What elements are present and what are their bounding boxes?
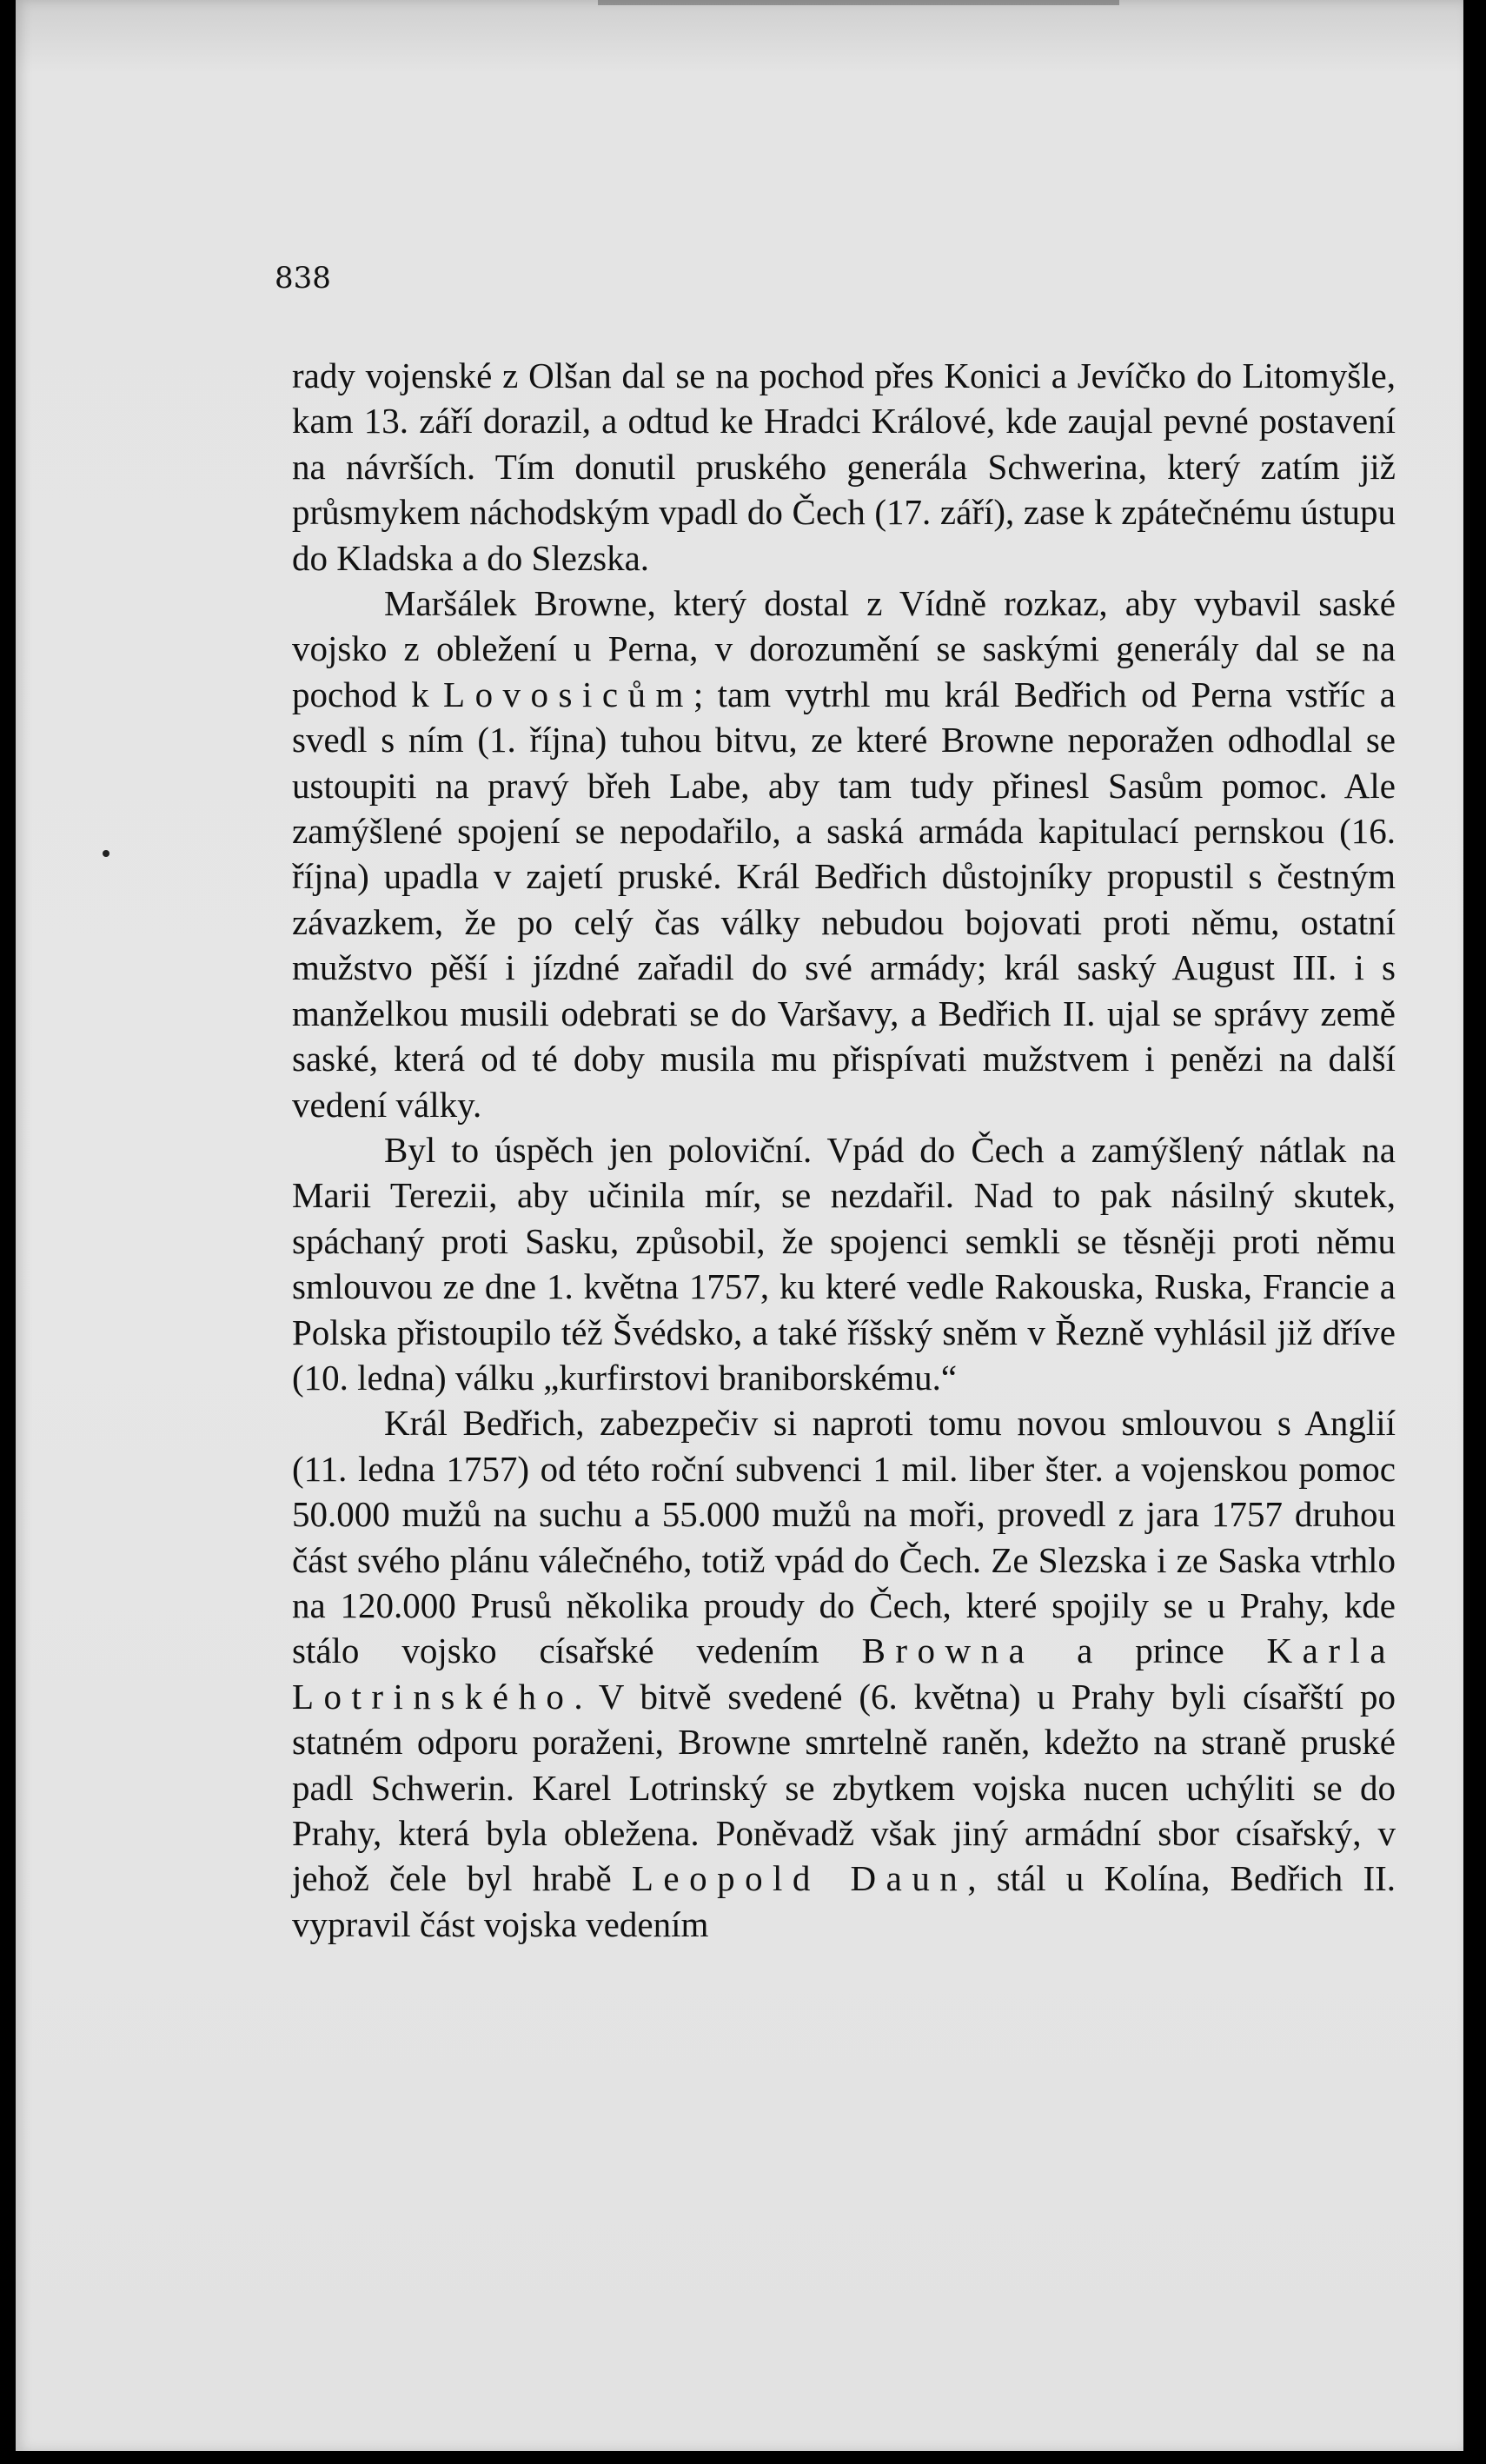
paragraph-p2	[292, 581, 1396, 1127]
spaced-name: Leopold Daun	[631, 1858, 968, 1899]
text-segment: Král Bedřich, zabezpečiv si naproti tomu novou smlouvou s Anglií (11. ledna 1757) od této roční subvenci 1 mil. liber šter. a vojenskou pomoc 50.000 mužů na suchu a 55.000 mužů na moři, provedl z jara 1757 druhou část svého plánu válečného, totiž vpád do Čech. Ze Slezska i ze Saska vtrhlo na 120.000 Prusů několika proudy do Čech, které spojily se u Prahy, kde stálo vojsko císařské vedením	[292, 1403, 1396, 1671]
text-segment: Maršálek Browne, který dostal z Vídně rozkaz, aby vybavil saské vojsko z obležení u Perna, v dorozumění se saskými generály dal se na pochod k	[292, 583, 1396, 714]
paragraph-p1	[292, 353, 1396, 581]
text-segment: ; tam vytrhl mu král Bedřich od Perna vstříc a svedl s ním (1. října) tuhou bitvu, ze které Browne neporažen odhodlal se ustoupiti na pravý břeh Labe, aby tam tudy přinesl Sasům pomoc. Ale zamýšlené spojení se nepodařilo, a saská armáda kapitulací pernskou (16. října) upadla v zajetí pruské. Král Bedřich důstojníky propustil s čestným závazkem, že po celý čas války nebudou bojovati proti němu, ostatní mužstvo pěší i jízdné zařadil do své armády; král saský August III. i s manželkou musili odebrati se do Varšavy, a Bedřich II. ujal se správy země saské, která od té doby musila mu přispívati mužstvem i penězi na další vedení války.	[292, 674, 1396, 1125]
scan-edge-mark	[598, 0, 1119, 5]
text-segment: rady vojenské z Olšan dal se na pochod přes Konici a Jevíčko do Litomyšle, kam 13. září dorazil, a odtud ke Hradci Králové, kde zaujal pevné postavení na návrších. Tím donutil pruského generála Schwerina, který zatím již průsmykem náchodským vpadl do Čech (17. září), zase k zpátečnému ústupu do Kladska a do Slezska.	[292, 355, 1396, 578]
text-segment: a prince	[1034, 1630, 1267, 1671]
text-segment: Byl to úspěch jen poloviční. Vpád do Čech a zamýšlený nátlak na Marii Terezii, aby učinila mír, se nezdařil. Nad to pak násilný skutek, spáchaný proti Sasku, způsobil, že spojenci semkli se těsněji proti němu smlouvou ze dne 1. května 1757, ku které vedle Rakouska, Ruska, Francie a Polska přistoupilo též Švédsko, a také říšský sněm v Řezně vyhlásil již dříve (10. ledna) válku „kurfirstovi braniborskému.“	[292, 1129, 1396, 1398]
spaced-name: Karla Lotrinského	[292, 1630, 1396, 1717]
spaced-name: Browna	[861, 1630, 1035, 1671]
paragraph-p3	[292, 1127, 1396, 1400]
book-page	[16, 0, 1463, 2451]
text-segment: , stál u Kolína, Bedřich II. vypravil část vojska vedením	[292, 1858, 1396, 1944]
spaced-name: Lovosicům	[443, 674, 693, 714]
margin-dot	[103, 850, 109, 857]
page-number: 838	[275, 261, 331, 296]
body-text	[292, 353, 1396, 1947]
paragraph-p4	[292, 1400, 1396, 1947]
text-segment: . V bitvě svedené (6. května) u Prahy byli císařští po statném odporu poraženi, Browne smrtelně raněn, kdežto na straně pruské padl Schwerin. Karel Lotrinský se zbytkem vojska nucen uchýliti se do Prahy, která byla obležena. Poněvadž však jiný armádní sbor císařský, v jehož čele byl hrabě	[292, 1676, 1396, 1899]
